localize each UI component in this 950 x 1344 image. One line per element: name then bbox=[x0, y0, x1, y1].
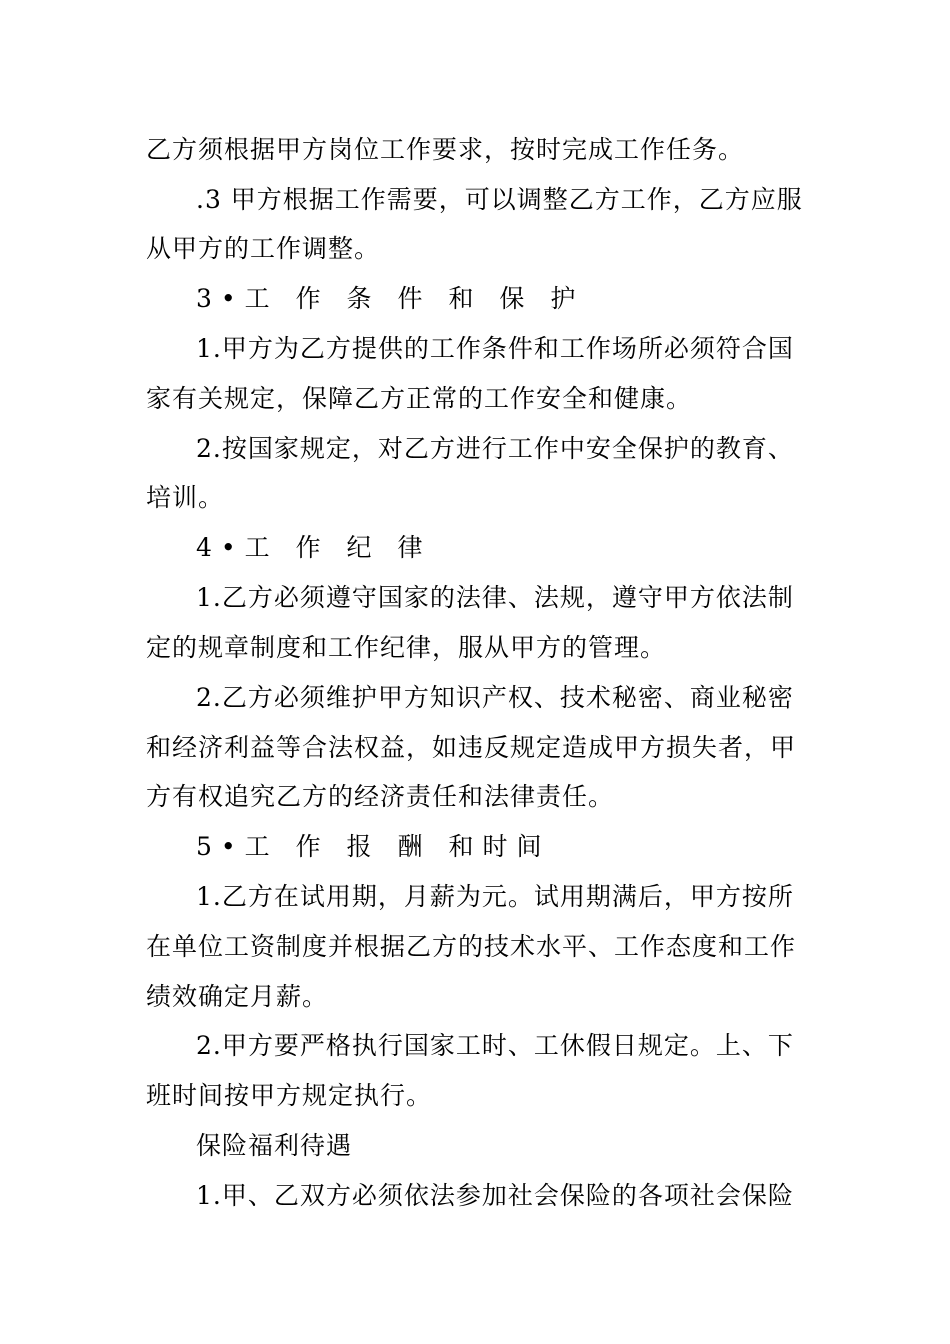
paragraph-line: 2.甲方要严格执行国家工时、工休假日规定。上、下 bbox=[196, 1031, 794, 1060]
paragraph-line: 从甲方的工作调整。 bbox=[146, 234, 381, 263]
section-heading: 3•工 作 条 件 和 保 护 bbox=[196, 284, 585, 313]
paragraph-line: 定的规章制度和工作纪律，服从甲方的管理。 bbox=[146, 633, 667, 662]
paragraph-line: 1.甲方为乙方提供的工作条件和工作场所必须符合国 bbox=[196, 334, 794, 363]
paragraph-line: 在单位工资制度并根据乙方的技术水平、工作态度和工作 bbox=[146, 932, 797, 961]
paragraph-line: 1.乙方在试用期，月薪为元。试用期满后，甲方按所 bbox=[196, 882, 794, 911]
paragraph-line: 家有关规定，保障乙方正常的工作安全和健康。 bbox=[146, 384, 693, 413]
paragraph-line: 2.乙方必须维护甲方知识产权、技术秘密、商业秘密 bbox=[196, 683, 794, 712]
paragraph-line: 1.甲、乙双方必须依法参加社会保险的各项社会保险 bbox=[196, 1181, 794, 1210]
section-heading: 5•工 作 报 酬 和时间 bbox=[196, 832, 551, 861]
section-heading: 4•工 作 纪 律 bbox=[196, 533, 432, 562]
paragraph-line: 和经济利益等合法权益，如违反规定造成甲方损失者，甲 bbox=[146, 733, 797, 762]
paragraph-line: 方有权追究乙方的经济责任和法律责任。 bbox=[146, 782, 615, 811]
paragraph-line: 2.按国家规定，对乙方进行工作中安全保护的教育、 bbox=[196, 434, 794, 463]
paragraph-line: 绩效确定月薪。 bbox=[146, 982, 329, 1011]
paragraph-line: 乙方须根据甲方岗位工作要求，按时完成工作任务。 bbox=[146, 135, 745, 164]
paragraph-line: 培训。 bbox=[146, 483, 225, 512]
paragraph-line: .3 甲方根据工作需要，可以调整乙方工作，乙方应服 bbox=[196, 185, 803, 214]
paragraph-line: 1.乙方必须遵守国家的法律、法规，遵守甲方依法制 bbox=[196, 583, 794, 612]
section-heading: 保险福利待遇 bbox=[196, 1131, 353, 1160]
paragraph-line: 班时间按甲方规定执行。 bbox=[146, 1081, 433, 1110]
